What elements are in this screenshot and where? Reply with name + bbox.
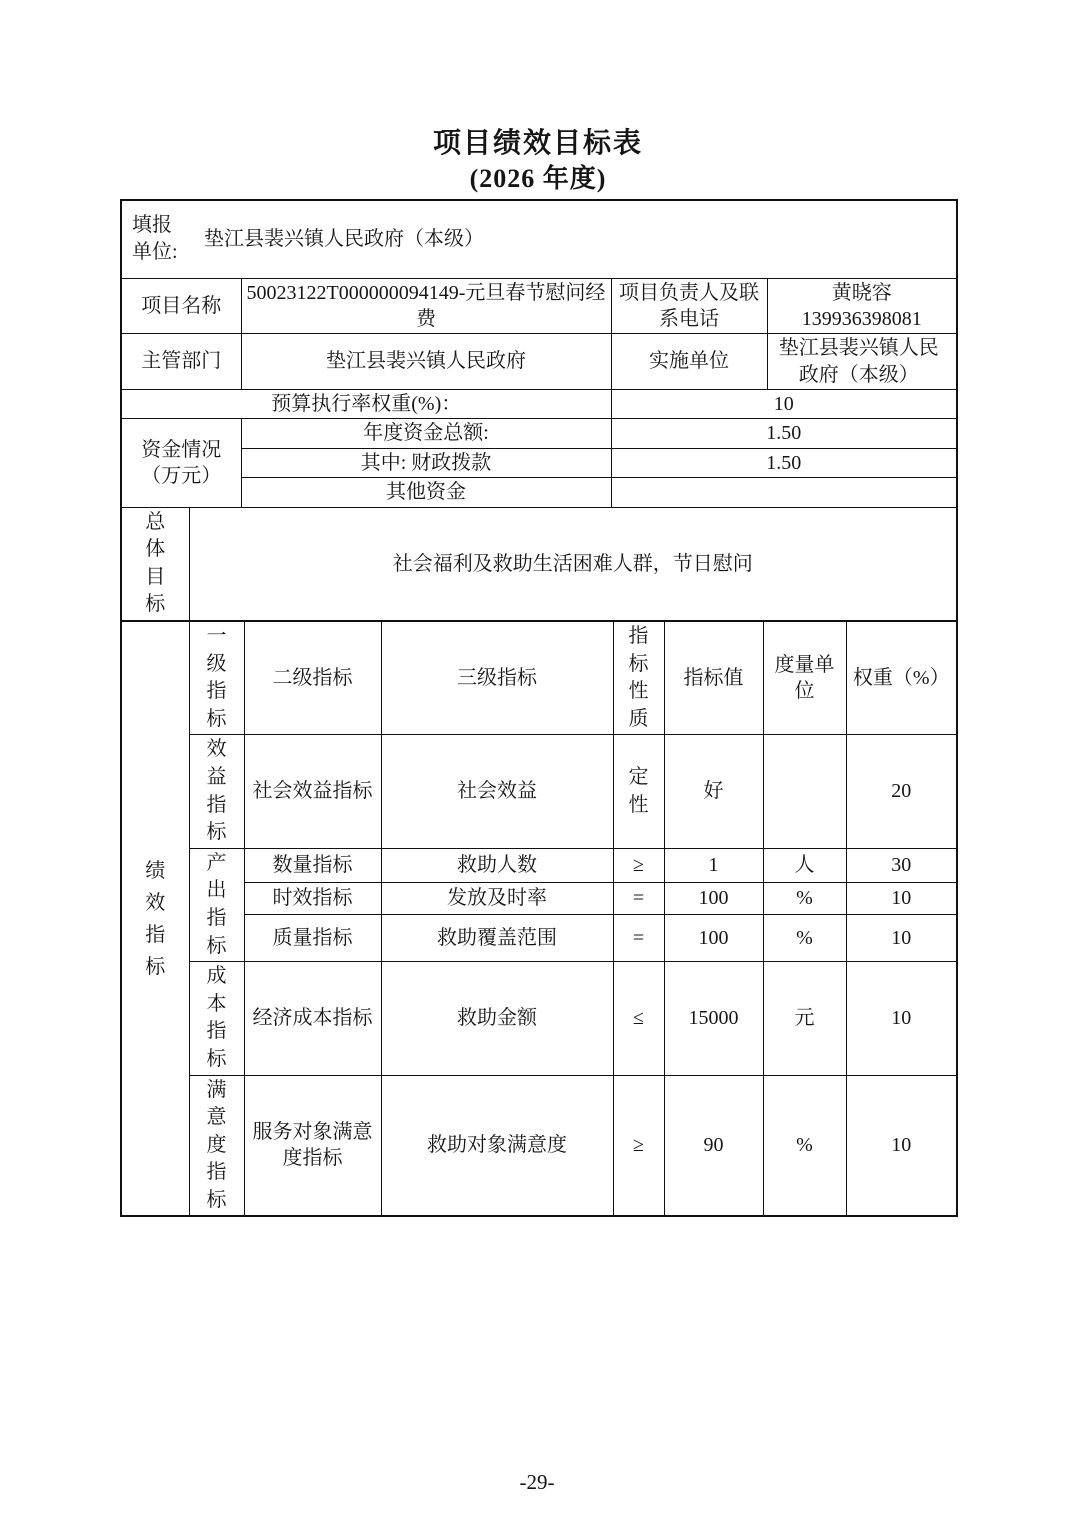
indicator-level1-cell xyxy=(189,1075,244,1216)
project-name-label: 项目名称 xyxy=(121,278,241,334)
col-header-level2: 二级指标 xyxy=(244,621,381,735)
indicator-level1: 产出指标 xyxy=(206,851,227,957)
fill-unit-value: 垫江县裴兴镇人民政府（本级） xyxy=(204,228,484,251)
funding-fiscal-row xyxy=(121,448,957,477)
dept-row xyxy=(121,334,957,390)
fill-unit-wrap xyxy=(124,208,954,270)
indicator-level2: 时效指标 xyxy=(244,883,381,915)
overall-goal-label: 总体目标 xyxy=(145,510,166,616)
dept-label: 主管部门 xyxy=(121,334,241,390)
indicator-weight: 10 xyxy=(846,883,957,915)
indicator-value: 15000 xyxy=(664,962,763,1075)
indicator-weight: 30 xyxy=(846,848,957,882)
indicator-level3: 救助对象满意度 xyxy=(381,1075,613,1216)
page-title: 项目绩效目标表 xyxy=(432,128,643,159)
project-manager-label: 项目负责人及联系电话 xyxy=(611,278,767,334)
indicator-level2: 质量指标 xyxy=(244,915,381,962)
funding-total-label: 年度资金总额: xyxy=(241,419,611,448)
funding-other-value xyxy=(611,478,957,507)
funding-other-row xyxy=(121,478,957,507)
indicator-nature: 定性 xyxy=(628,765,649,816)
indicator-nature: = xyxy=(613,915,664,962)
indicator-weight: 10 xyxy=(846,1075,957,1216)
overall-goal-row xyxy=(121,507,957,621)
funding-fiscal-label: 其中: 财政拨款 xyxy=(241,448,611,477)
col-header-nature-text: 指标性质 xyxy=(628,625,649,730)
indicator-level3: 社会效益 xyxy=(381,735,613,848)
indicator-unit: 元 xyxy=(763,962,846,1075)
col-header-unit: 度量单位 xyxy=(763,621,846,735)
impl-unit-label: 实施单位 xyxy=(611,334,767,390)
project-manager-value xyxy=(767,278,957,334)
fill-unit-row xyxy=(121,200,957,278)
indicator-unit: % xyxy=(763,1075,846,1216)
indicator-level2: 数量指标 xyxy=(244,848,381,882)
indicators-side-cell xyxy=(121,621,189,1216)
indicator-level1-cell xyxy=(189,848,244,961)
indicator-weight: 10 xyxy=(846,962,957,1075)
indicator-weight: 10 xyxy=(846,915,957,962)
indicator-value: 1 xyxy=(664,848,763,882)
col-header-nature xyxy=(613,621,664,735)
indicator-level3: 救助覆盖范围 xyxy=(381,915,613,962)
indicator-unit: % xyxy=(763,883,846,915)
indicator-nature: = xyxy=(613,883,664,915)
indicator-level1: 满意度指标 xyxy=(206,1078,227,1211)
funding-total-row xyxy=(121,419,957,448)
indicator-row-quality xyxy=(121,915,957,962)
indicator-level1-cell xyxy=(189,962,244,1075)
indicator-row-cost xyxy=(121,962,957,1075)
indicator-unit: % xyxy=(763,915,846,962)
funding-total-value: 1.50 xyxy=(611,419,957,448)
col-header-level1-text: 一级指标 xyxy=(206,625,227,730)
project-info-table xyxy=(120,199,958,622)
page-number: -29- xyxy=(519,1470,555,1494)
indicator-level2: 服务对象满意度指标 xyxy=(244,1075,381,1216)
indicator-row-quantity xyxy=(121,848,957,882)
page-subtitle: (2026 年度) xyxy=(469,164,607,193)
dept-value: 垫江县裴兴镇人民政府 xyxy=(241,334,611,390)
indicator-level3: 救助人数 xyxy=(381,848,613,882)
indicator-weight: 20 xyxy=(846,735,957,848)
col-header-value: 指标值 xyxy=(664,621,763,735)
col-header-level1 xyxy=(189,621,244,735)
project-name-row xyxy=(121,278,957,334)
budget-weight-row xyxy=(121,390,957,419)
funding-other-label: 其他资金 xyxy=(241,478,611,507)
indicator-value: 90 xyxy=(664,1075,763,1216)
indicator-value: 100 xyxy=(664,883,763,915)
indicator-row-timeliness xyxy=(121,883,957,915)
impl-unit-value: 垫江县裴兴镇人民政府（本级） xyxy=(767,334,957,390)
indicator-level3: 救助金额 xyxy=(381,962,613,1075)
indicator-level1: 成本指标 xyxy=(206,965,227,1070)
indicators-table xyxy=(120,620,958,1217)
indicator-level2: 经济成本指标 xyxy=(244,962,381,1075)
project-manager-name: 黄晓容 xyxy=(831,281,892,304)
indicator-value: 好 xyxy=(664,735,763,848)
indicator-level2: 社会效益指标 xyxy=(244,735,381,848)
budget-weight-value: 10 xyxy=(611,390,957,419)
overall-goal-label-cell xyxy=(121,507,189,621)
project-name-value: 50023122T000000094149-元旦春节慰问经费 xyxy=(241,278,611,334)
indicator-row-satisfaction xyxy=(121,1075,957,1216)
budget-weight-label: 预算执行率权重(%)： xyxy=(121,390,611,419)
indicators-header-row xyxy=(121,621,957,735)
indicator-unit xyxy=(763,735,846,848)
indicator-nature: ≥ xyxy=(613,1075,664,1216)
col-header-level3: 三级指标 xyxy=(381,621,613,735)
project-manager-phone: 139936398081 xyxy=(801,307,922,330)
funding-fiscal-value: 1.50 xyxy=(611,448,957,477)
indicator-level1-cell xyxy=(189,735,244,848)
indicator-unit: 人 xyxy=(763,848,846,882)
indicator-value: 100 xyxy=(664,915,763,962)
indicator-level3: 发放及时率 xyxy=(381,883,613,915)
indicator-nature: ≤ xyxy=(613,962,664,1075)
fill-unit-label: 填报单位: xyxy=(132,214,178,264)
indicator-level1: 效益指标 xyxy=(206,738,227,844)
indicator-nature-cell xyxy=(613,735,664,848)
col-header-weight: 权重（%） xyxy=(846,621,957,735)
indicator-nature: ≥ xyxy=(613,848,664,882)
overall-goal-value: 社会福利及救助生活困难人群，节日慰问 xyxy=(189,507,957,621)
indicator-row-benefit xyxy=(121,735,957,848)
fill-unit-cell xyxy=(121,200,957,278)
funding-section-label: 资金情况（万元） xyxy=(121,419,241,507)
indicators-side-label: 绩效指标 xyxy=(145,859,166,978)
